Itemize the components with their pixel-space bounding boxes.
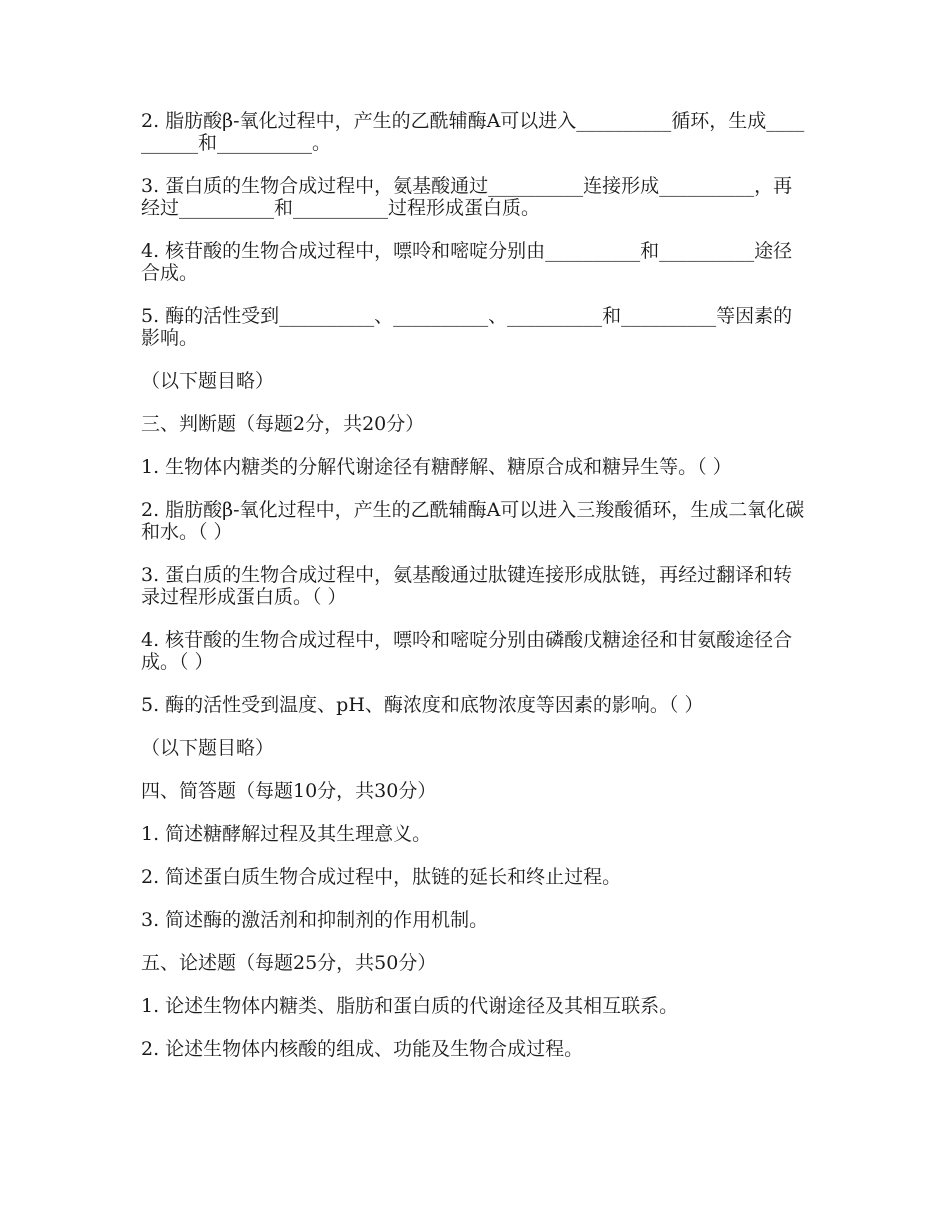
- true-false-question-2: 2. 脂肪酸β-氧化过程中，产生的乙酰辅酶A可以进入三羧酸循环，生成二氧化碳和水。（ ）: [141, 499, 805, 543]
- fill-blank-question-4: 4. 核苷酸的生物合成过程中，嘌呤和嘧啶分别由__________和__________途径合成。: [141, 240, 793, 284]
- fill-blank-question-3: 3. 蛋白质的生物合成过程中，氨基酸通过__________连接形成__________，再经过__________和__________过程形成蛋白质。: [141, 175, 793, 219]
- true-false-question-4: 4. 核苷酸的生物合成过程中，嘌呤和嘧啶分别由磷酸戊糖途径和甘氨酸途径合成。（ ）: [141, 629, 793, 673]
- essay-question-1: 1. 论述生物体内糖类、脂肪和蛋白质的代谢途径及其相互联系。: [141, 995, 679, 1017]
- essay-question-2: 2. 论述生物体内核酸的组成、功能及生物合成过程。: [141, 1038, 584, 1060]
- short-answer-question-2: 2. 简述蛋白质生物合成过程中，肽链的延长和终止过程。: [141, 866, 622, 888]
- true-false-question-1: 1. 生物体内糖类的分解代谢途径有糖酵解、糖原合成和糖异生等。（ ）: [141, 456, 732, 478]
- omitted-note: （以下题目略）: [141, 370, 275, 392]
- fill-blank-question-5: 5. 酶的活性受到__________、__________、__________和__________等因素的影响。: [141, 305, 793, 349]
- document-page: [141, 110, 806, 1081]
- true-false-question-3: 3. 蛋白质的生物合成过程中，氨基酸通过肽键连接形成肽链，再经过翻译和转录过程形成蛋白质。（ ）: [141, 564, 793, 608]
- short-answer-question-1: 1. 简述糖酵解过程及其生理意义。: [141, 823, 432, 845]
- section-heading-true-false: 三、判断题（每题2分，共20分）: [141, 413, 425, 435]
- true-false-question-5: 5. 酶的活性受到温度、pH、酶浓度和底物浓度等因素的影响。（ ）: [141, 694, 704, 716]
- section-heading-short-answer: 四、简答题（每题10分，共30分）: [141, 780, 437, 802]
- omitted-note: （以下题目略）: [141, 737, 275, 759]
- short-answer-question-3: 3. 简述酶的激活剂和抑制剂的作用机制。: [141, 909, 489, 931]
- fill-blank-question-2: 2. 脂肪酸β-氧化过程中，产生的乙酰辅酶A可以进入__________循环，生成__________和__________。: [141, 110, 805, 154]
- section-heading-essay: 五、论述题（每题25分，共50分）: [141, 952, 437, 974]
